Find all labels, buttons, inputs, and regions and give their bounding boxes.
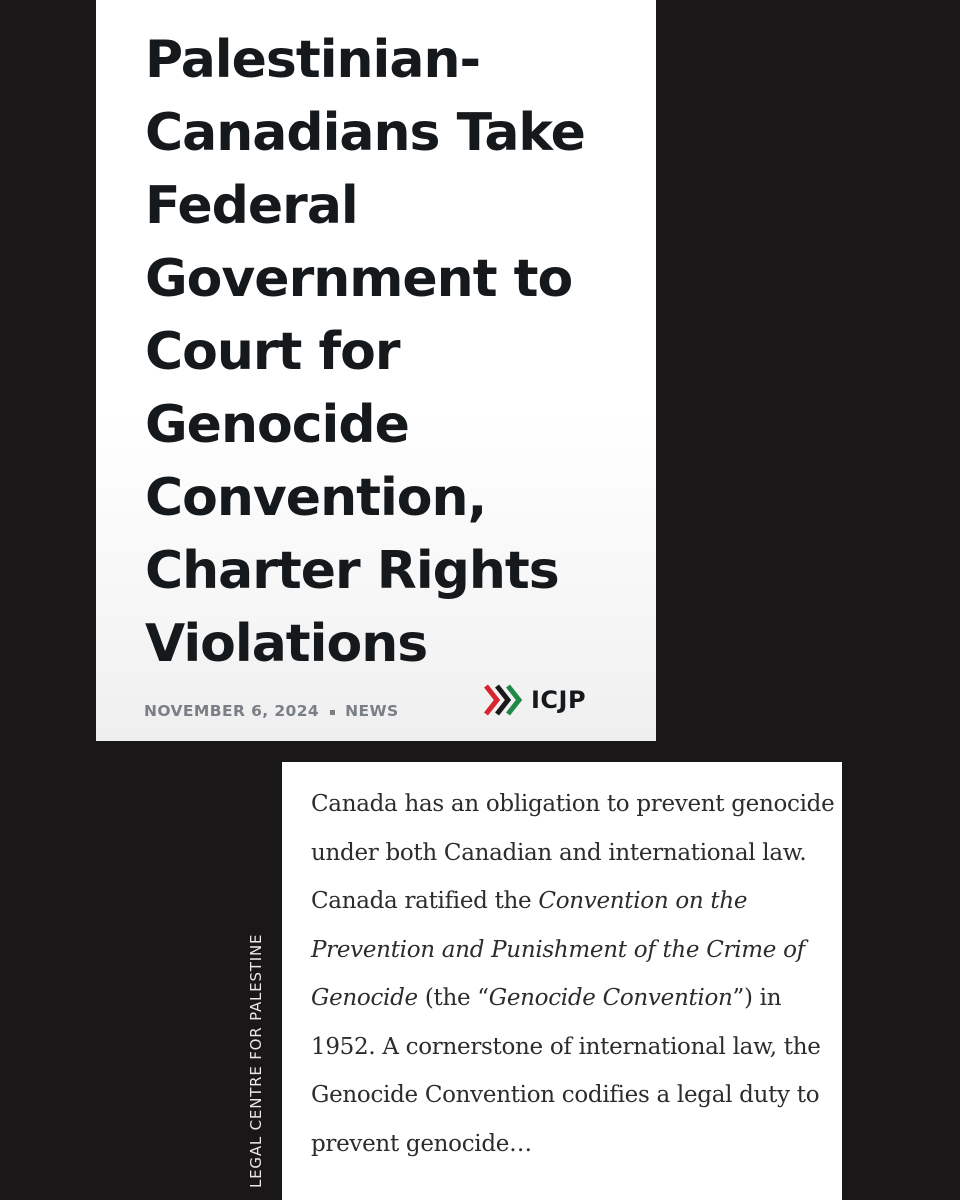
excerpt-text-3: ”) in 1952. A cornerstone of international law, the Genocide Convention codifies a legal duty to prevent genocide…	[311, 985, 821, 1157]
logo-text: ICJP	[531, 686, 587, 714]
article-category: NEWS	[345, 702, 399, 720]
separator-dot	[330, 710, 335, 715]
triple-chevron-icon	[483, 682, 523, 718]
excerpt-convention-title: Convention on the Prevention and Punishment of the Crime of Genocide	[311, 888, 805, 1011]
excerpt-convention-short: Genocide Convention	[488, 985, 733, 1011]
article-title: Palestinian-Canadians Take Federal Government to Court for Genocide Convention, Charter Rights Violations	[145, 30, 585, 674]
excerpt-card	[282, 762, 842, 1200]
excerpt-text-1: Canada has an obligation to prevent genocide under both Canadian and international law. Canada ratified the	[311, 791, 835, 914]
excerpt-text-2: (the “	[417, 985, 489, 1011]
article-date: NOVEMBER 6, 2024	[144, 702, 320, 720]
excerpt-paragraph	[311, 780, 841, 1168]
headline-card	[96, 0, 656, 741]
icjp-logo	[483, 682, 586, 718]
article-meta	[144, 702, 399, 720]
red-chevron	[486, 686, 497, 714]
side-label: LEGAL CENTRE FOR PALESTINE	[247, 933, 265, 1188]
